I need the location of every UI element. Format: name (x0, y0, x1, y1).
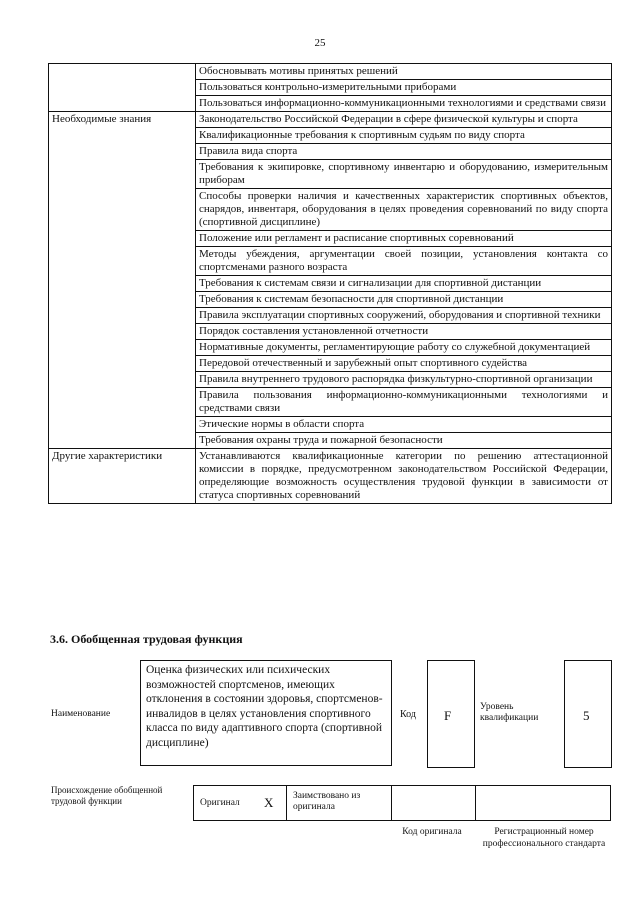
row-text: Передовой отечественный и зарубежный опыт спортивного судейства (196, 356, 612, 372)
row-text: Законодательство Российской Федерации в сфере физической культуры и спорта (196, 112, 612, 128)
row-label: Необходимые знания (49, 112, 196, 449)
row-text: Правила пользования информационно-коммуникационными технологиями и средствами связи (196, 388, 612, 417)
row-text: Порядок составления установленной отчетности (196, 324, 612, 340)
row-text: Правила вида спорта (196, 144, 612, 160)
origin-label: Происхождение обобщенной трудовой функции (51, 785, 163, 806)
row-text: Требования к экипировке, спортивному инвентарю и оборудованию, измерительным приборам (196, 160, 612, 189)
competency-table (48, 63, 612, 504)
row-label (49, 64, 196, 112)
registration-number-caption: Регистрационный номер профессионального стандарта (482, 827, 606, 849)
divider (286, 786, 287, 820)
other-characteristics-row (49, 449, 612, 504)
code-value: F (444, 708, 452, 723)
divider (475, 786, 476, 820)
row-text: Правила внутреннего трудового распорядка физкультурно-спортивной организации (196, 372, 612, 388)
row-text: Нормативные документы, регламентирующие работу со служебной документацией (196, 340, 612, 356)
code-label: Код (400, 709, 416, 720)
qualification-level-label: Уровень квалификации (480, 702, 539, 723)
function-name-box: Оценка физических или психических возможностей спортсменов, имеющих отклонения в состоянии здоровья, спортсменов-инвалидов в целях установления спортивного класса по виду адаптивного спорта (спортивной дисциплине) (140, 660, 392, 766)
row-text: Требования охраны труда и пожарной безопасности (196, 433, 612, 449)
row-text: Методы убеждения, аргументации своей позиции, установления контакта со спортсменами разного возраста (196, 247, 612, 276)
row-text: Квалификационные требования к спортивным судьям по виду спорта (196, 128, 612, 144)
row-label: Другие характеристики (49, 449, 196, 504)
level-value: 5 (583, 708, 590, 723)
row-text: Обосновывать мотивы принятых решений (196, 64, 612, 80)
origin-row (193, 785, 611, 821)
row-text: Положение или регламент и расписание спортивных соревнований (196, 231, 612, 247)
level-box (564, 660, 612, 768)
borrowed-label: Заимствовано из оригинала (293, 791, 361, 812)
row-text: Пользоваться контрольно-измерительными приборами (196, 80, 612, 96)
row-text: Этические нормы в области спорта (196, 417, 612, 433)
page-number: 25 (314, 37, 326, 49)
row-text: Пользоваться информационно-коммуникационными технологиями и средствами связи (196, 96, 612, 112)
row-text: Способы проверки наличия и качественных характеристик спортивных объектов, снарядов, инвентаря, оборудования в целях проведения соревнований по виду спорта (спортивной дисциплине) (196, 189, 612, 231)
row-text: Требования к системам связи и сигнализации для спортивной дистанции (196, 276, 612, 292)
row-text: Правила эксплуатации спортивных сооружений, оборудования и спортивной техники (196, 308, 612, 324)
row-text: Требования к системам безопасности для спортивной дистанции (196, 292, 612, 308)
section-title: 3.6. Обобщенная трудовая функция (50, 632, 243, 646)
name-label: Наименование (51, 709, 111, 719)
row-text: Устанавливаются квалификационные категории по решению аттестационной комиссии в порядке, предусмотренном законодательством Российской Федерации, определяющие возможность осуществления трудовой функции в зависимости от статуса спортивных соревнований (196, 449, 612, 504)
original-label: Оригинал (200, 798, 240, 808)
original-code-caption: Код оригинала (402, 827, 462, 837)
code-box (427, 660, 475, 768)
knowledge-row (49, 112, 612, 128)
skill-row (49, 64, 612, 80)
divider (391, 786, 392, 820)
original-mark: X (264, 795, 274, 810)
